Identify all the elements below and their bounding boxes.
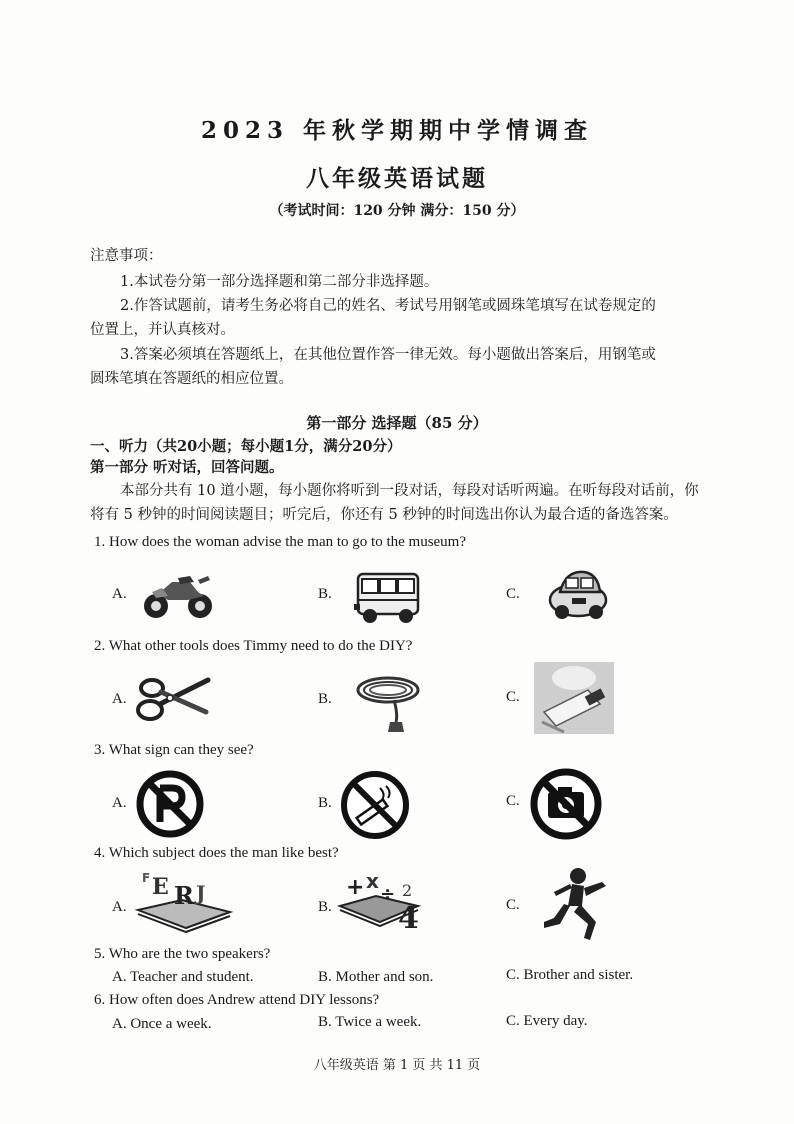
motorcycle-icon (138, 566, 218, 622)
q2-option-a: A. (112, 691, 127, 707)
bus-icon (350, 566, 426, 626)
notice-item-3-line-1: 3.答案必须填在答题纸上，在其他位置作答一律无效。每小题做出答案后，用钢笔或 (120, 347, 656, 363)
q6-option-b: B. Twice a week. (318, 1014, 422, 1030)
svg-text:F: F (142, 871, 151, 885)
math-book-icon (336, 866, 422, 936)
svg-text:2: 2 (402, 881, 413, 900)
notice-item-3-line-2: 圆珠笔填在答题纸的相应位置。 (90, 371, 293, 387)
q2-option-b: B. (318, 691, 332, 707)
listening-instructions-line-1: 本部分共有 10 道小题，每小题你将听到一段对话，每段对话听两遍。在听每段对话前，你 (120, 483, 699, 499)
exam-subtitle: 八年级英语试题 (306, 165, 488, 192)
no-photo-icon (530, 768, 602, 840)
q4-option-b: B. (318, 899, 332, 915)
notice-item-1: 1.本试卷分第一部分选择题和第二部分非选择题。 (120, 274, 439, 290)
notice-item-2-line-1: 2.作答试题前，请考生务必将自己的姓名、考试号用钢笔或圆珠笔填写在试卷规定的 (120, 298, 656, 314)
no-smoking-icon (340, 770, 410, 840)
notice-item-2-line-2: 位置上，并认真核对。 (90, 322, 235, 338)
q6-option-a: A. Once a week. (112, 1016, 212, 1032)
svg-text:J: J (196, 881, 206, 905)
q1-option-b: B. (318, 586, 332, 602)
svg-text:R: R (174, 881, 194, 910)
page-footer: 八年级英语 第 1 页 共 11 页 (313, 1058, 481, 1073)
svg-text:÷: ÷ (380, 884, 396, 905)
listening-subsection-heading: 第一部分 听对话，回答问题。 (90, 459, 284, 476)
notice-heading: 注意事项： (90, 248, 163, 264)
glue-icon (534, 662, 614, 734)
no-parking-icon (136, 770, 204, 838)
question-1-text: 1. How does the woman advise the man to go to the museum? (94, 534, 467, 550)
exam-info: （考试时间：120 分钟 满分：150 分） (269, 203, 525, 219)
q2-option-c: C. (506, 689, 520, 705)
q3-option-a: A. (112, 795, 127, 811)
q5-option-c: C. Brother and sister. (506, 967, 634, 983)
svg-text:+: + (346, 875, 365, 900)
english-book-icon (134, 870, 234, 934)
scissors-icon (132, 668, 212, 728)
q3-option-c: C. (506, 793, 520, 809)
car-icon (544, 560, 612, 624)
part1-heading: 第一部分 选择题（85 分） (306, 414, 488, 432)
q5-option-a: A. Teacher and student. (112, 969, 254, 985)
question-4-text: 4. Which subject does the man like best? (94, 845, 339, 861)
svg-text:4: 4 (398, 901, 419, 936)
q1-option-a: A. (112, 586, 127, 602)
listening-instructions-line-2: 将有 5 秒钟的时间阅读题目；听完后，你还有 5 秒钟的时间选出你认为最合适的备选答案。 (90, 507, 678, 523)
q4-option-c: C. (506, 897, 520, 913)
svg-text:E: E (152, 874, 169, 900)
question-5-text: 5. Who are the two speakers? (94, 946, 271, 962)
svg-text:x: x (366, 869, 379, 893)
question-3-text: 3. What sign can they see? (94, 742, 254, 758)
runner-icon (536, 866, 612, 942)
exam-title: 2023 年秋学期期中学情调查 (200, 117, 594, 144)
q3-option-b: B. (318, 795, 332, 811)
listening-section-heading: 一、听力（共20小题；每小题1分，满分20分） (90, 438, 402, 455)
q1-option-c: C. (506, 586, 520, 602)
q6-option-c: C. Every day. (506, 1013, 588, 1029)
q5-option-b: B. Mother and son. (318, 969, 434, 985)
q4-option-a: A. (112, 899, 127, 915)
question-6-text: 6. How often does Andrew attend DIY lessons? (94, 992, 380, 1008)
question-2-text: 2. What other tools does Timmy need to do the DIY? (94, 638, 413, 654)
rope-icon (352, 666, 426, 736)
